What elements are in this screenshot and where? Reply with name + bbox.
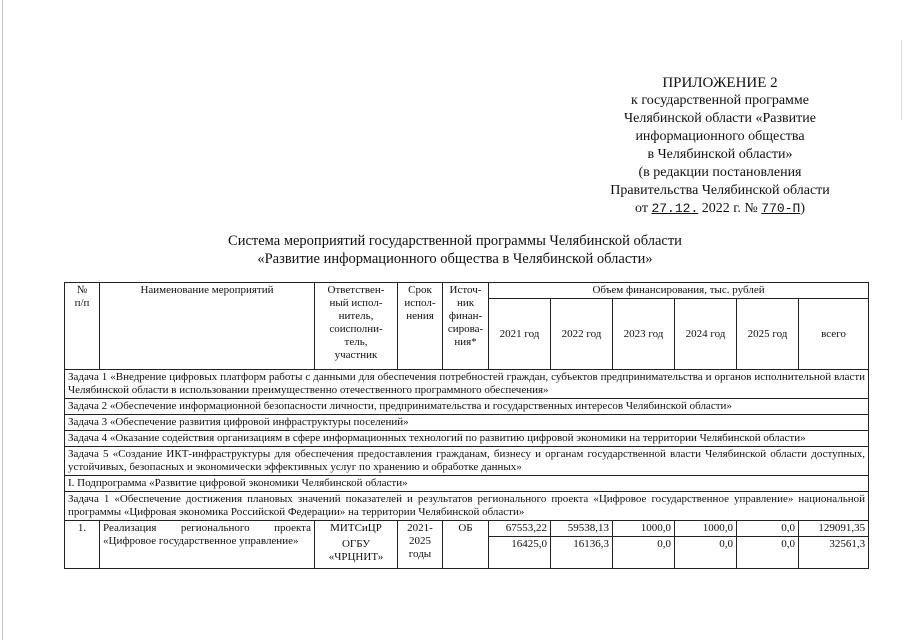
task-row — [65, 370, 869, 399]
task-3: Задача 3 «Обеспечение развития цифровой инфраструктуры поселений» — [65, 415, 869, 431]
header-year-2021: 2021 год — [489, 299, 551, 370]
value-2023: 1000,0 — [613, 521, 675, 537]
value-2025: 0,0 — [737, 521, 799, 537]
subtask-1: Задача 1 «Обеспечение достижения плановых значений показателей и результатов регионального проекта «Цифровое государственное управление» национальной программы «Цифровая экономика Российской Федерации» на территории Челябинской области» — [65, 492, 869, 521]
title-line-1: Система мероприятий государственной программы Челябинской области — [228, 233, 682, 249]
value-2022: 59538,13 — [551, 521, 613, 537]
header-total: всего — [799, 299, 869, 370]
appendix-title: ПРИЛОЖЕНИЕ 2 — [662, 75, 778, 91]
subtask-row — [65, 492, 869, 521]
header-num: № п/п — [65, 283, 100, 370]
task-2: Задача 2 «Обеспечение информационной безопасности личности, предпринимательства и государственных интересов Челябинской области» — [65, 399, 869, 415]
activities-table — [64, 282, 869, 569]
date-year: 2022 г. № — [701, 201, 758, 216]
scan-right-edge — [901, 40, 902, 120]
appendix-line: к государственной программе — [631, 93, 809, 108]
appendix-line: (в редакции постановления — [638, 165, 802, 180]
task-row — [65, 415, 869, 431]
appendix-header — [560, 74, 880, 218]
header-name: Наименование мероприятий — [100, 283, 315, 370]
activity-term: 2021- 2025 годы — [398, 521, 443, 569]
appendix-line: Правительства Челябинской области — [610, 183, 830, 198]
header-source: Источ- ник финан- сирова- ния* — [443, 283, 489, 370]
value-2025: 0,0 — [737, 537, 799, 569]
activity-row-1 — [65, 521, 869, 537]
activity-name: Реализация регионального проекта «Цифровое государственное управление» — [100, 521, 315, 569]
title-line-2: «Развитие информационного общества в Челябинской области» — [257, 251, 653, 267]
value-2023: 0,0 — [613, 537, 675, 569]
scan-left-edge — [2, 0, 3, 640]
header-funding: Объем финансирования, тыс. рублей — [489, 283, 869, 299]
task-1: Задача 1 «Внедрение цифровых платформ работы с данными для обеспечения потребностей граждан, субъектов предпринимательства и органов исполнительной власти Челябинской области в использовании преимущественно отечественного программного обеспечения» — [65, 370, 869, 399]
decree-number: 770-П — [761, 201, 801, 216]
appendix-line: Челябинской области «Развитие — [624, 111, 816, 126]
activity-source: ОБ — [443, 521, 489, 569]
task-4: Задача 4 «Оказание содействия организациям в сфере информационных технологий по развитию цифровой экономики на территории Челябинской области» — [65, 431, 869, 447]
appendix-date-line — [560, 200, 880, 218]
header-term: Срок испол- нения — [398, 283, 443, 370]
subprogram-title: I. Подпрограмма «Развитие цифровой экономики Челябинской области» — [65, 476, 869, 492]
value-total: 129091,35 — [799, 521, 869, 537]
appendix-line: в Челябинской области» — [647, 147, 793, 162]
value-2024: 1000,0 — [675, 521, 737, 537]
date-value: 27.12. — [651, 201, 699, 216]
activity-responsible: МИТСиЦР — [315, 521, 398, 537]
header-year-2025: 2025 год — [737, 299, 799, 370]
task-row — [65, 447, 869, 476]
header-year-2024: 2024 год — [675, 299, 737, 370]
task-5: Задача 5 «Создание ИКТ-инфраструктуры для обеспечения предоставления гражданам, бизнесу и органам государственной власти Челябинской области доступных, устойчивых, безопасных и экономически эффективных услуг по хранению и обработке данных» — [65, 447, 869, 476]
appendix-line: информационного общества — [635, 129, 805, 144]
activity-num: 1. — [65, 521, 100, 569]
document-title — [150, 232, 760, 268]
header-row-1 — [65, 283, 869, 299]
value-2021: 16425,0 — [489, 537, 551, 569]
value-2024: 0,0 — [675, 537, 737, 569]
activity-participant: ОГБУ «ЧРЦНИТ» — [315, 537, 398, 569]
header-responsible: Ответствен- ный испол- нитель, соисполни- тель, участник — [315, 283, 398, 370]
date-prefix: от — [635, 201, 648, 216]
task-row — [65, 399, 869, 415]
header-year-2022: 2022 год — [551, 299, 613, 370]
value-total: 32561,3 — [799, 537, 869, 569]
value-2022: 16136,3 — [551, 537, 613, 569]
header-year-2023: 2023 год — [613, 299, 675, 370]
closing-paren: ) — [800, 201, 805, 216]
subprogram-row — [65, 476, 869, 492]
value-2021: 67553,22 — [489, 521, 551, 537]
task-row — [65, 431, 869, 447]
